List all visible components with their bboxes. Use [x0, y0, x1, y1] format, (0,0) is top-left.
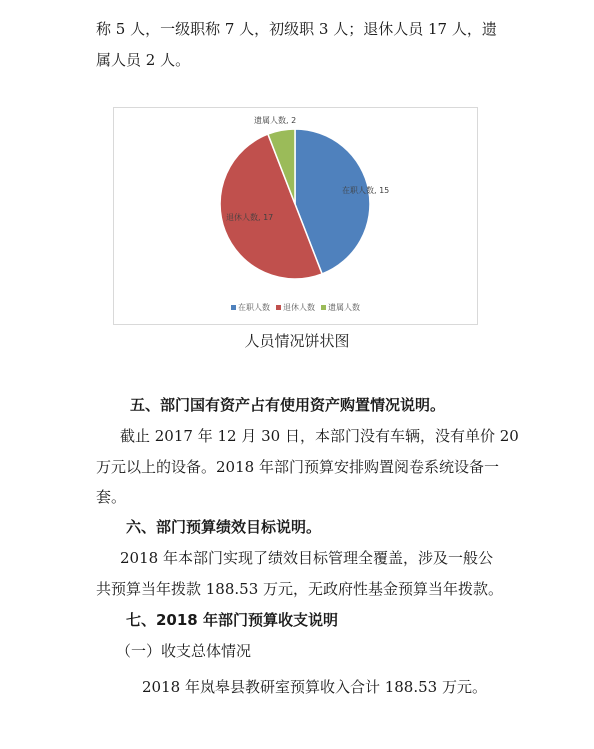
chart-caption: 人员情况饼状图	[244, 332, 350, 350]
legend-swatch	[231, 305, 236, 310]
legend-swatch	[276, 305, 281, 310]
pie-data-label: 在职人数, 15	[342, 186, 390, 195]
pie-chart	[113, 107, 478, 325]
subsection-heading: （一）收支总体情况	[116, 642, 252, 660]
pie-chart-svg	[114, 108, 477, 324]
paragraph-line: 截止 2017 年 12 月 30 日，本部门没有车辆，没有单价 20	[120, 427, 519, 445]
chart-legend	[114, 302, 477, 313]
legend-label: 退休人数	[283, 303, 315, 312]
paragraph-line: 2018 年岚皋县教研室预算收入合计 188.53 万元。	[142, 678, 487, 696]
legend-label: 在职人数	[238, 303, 270, 312]
section-heading-6: 六、部门预算绩效目标说明。	[126, 518, 322, 536]
legend-swatch	[321, 305, 326, 310]
legend-item	[276, 302, 315, 313]
paragraph-line: 套。	[96, 488, 127, 506]
section-heading-5: 五、部门国有资产占有使用资产购置情况说明。	[130, 396, 446, 414]
legend-label: 遗属人数	[328, 303, 360, 312]
paragraph-line: 称 5 人，一级职称 7 人，初级职 3 人；退休人员 17 人，遗	[96, 20, 497, 38]
paragraph-line: 共预算当年拨款 188.53 万元，无政府性基金预算当年拨款。	[96, 580, 504, 598]
pie-data-label: 退休人数, 17	[226, 213, 274, 222]
pie-data-label: 遗属人数, 2	[254, 116, 297, 125]
legend-item	[231, 302, 270, 313]
section-heading-7: 七、2018 年部门预算收支说明	[126, 611, 338, 629]
paragraph-line: 属人员 2 人。	[96, 51, 191, 69]
paragraph-line: 2018 年本部门实现了绩效目标管理全覆盖，涉及一般公	[120, 549, 493, 567]
legend-item	[321, 302, 360, 313]
paragraph-line: 万元以上的设备。2018 年部门预算安排购置阅卷系统设备一	[96, 458, 499, 476]
